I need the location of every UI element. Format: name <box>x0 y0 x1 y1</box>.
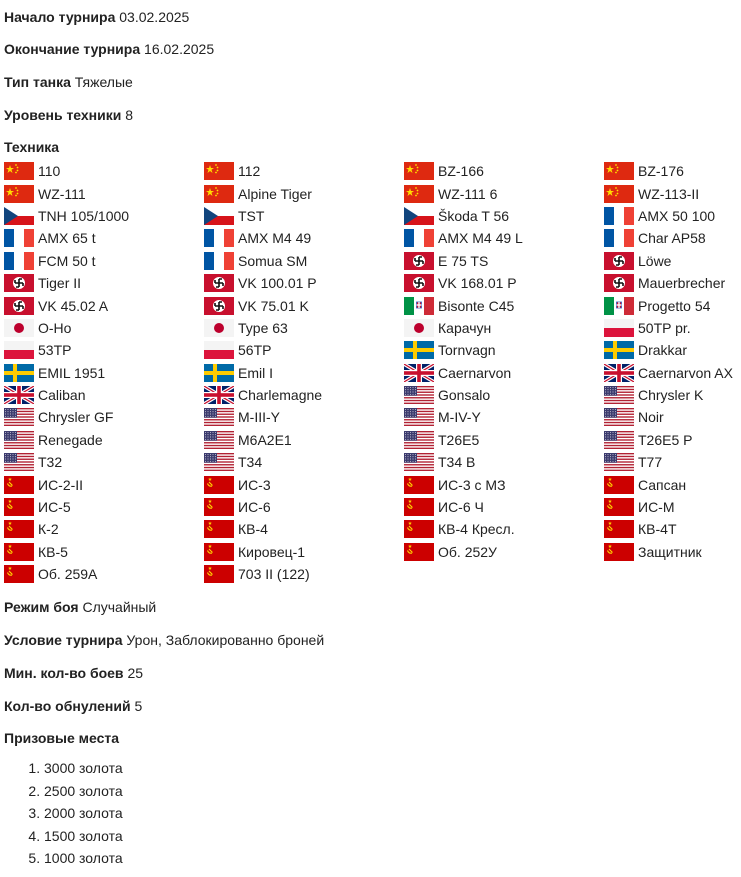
ussr-flag-icon <box>204 543 234 561</box>
france-flag-icon <box>204 252 234 270</box>
vehicle-item <box>4 541 204 563</box>
vehicle-name: Progetto 54 <box>638 297 711 314</box>
vehicle-name: T32 <box>38 454 63 471</box>
field-value: 25 <box>127 665 144 682</box>
vehicle-item <box>204 541 404 563</box>
vehicle-item <box>604 182 740 204</box>
vehicle-item <box>204 182 404 204</box>
ussr-flag-icon <box>204 476 234 494</box>
prize-item: 3. 2000 золота <box>44 802 741 824</box>
czech-flag-icon <box>204 207 234 225</box>
vehicle-name: AMX 50 100 <box>638 207 716 224</box>
vehicle-name: WZ-113-II <box>638 185 700 202</box>
vehicle-name: ИС-5 <box>38 499 71 516</box>
vehicle-name: BZ-166 <box>438 163 484 180</box>
poland-flag-icon <box>204 341 234 359</box>
vehicle-item <box>204 429 404 451</box>
vehicle-name: Caernarvon AX <box>638 364 733 381</box>
ussr-flag-icon <box>4 520 34 538</box>
germany-flag-icon <box>4 297 34 315</box>
vehicle-name: Caliban <box>38 387 86 404</box>
germany-flag-icon <box>604 252 634 270</box>
vehicle-item <box>404 339 604 361</box>
vehicle-item <box>604 384 740 406</box>
vehicle-item <box>404 496 604 518</box>
vehicle-item <box>204 362 404 384</box>
vehicle-name: 112 <box>238 163 261 180</box>
vehicle-name: 53TP <box>38 342 72 359</box>
vehicle-item <box>4 451 204 473</box>
field-label: Окончание турнира <box>4 41 141 57</box>
vehicle-name: Löwe <box>638 252 672 269</box>
vehicle-name: Škoda T 56 <box>438 207 510 224</box>
vehicle-item <box>604 406 740 428</box>
vehicle-name: T34 B <box>438 454 476 471</box>
field-label: Режим боя <box>4 599 79 616</box>
vehicle-item <box>404 272 604 294</box>
vehicle-name: Emil I <box>238 364 273 381</box>
field-tank-type <box>4 66 741 99</box>
usa-flag-icon <box>4 453 34 471</box>
vehicle-name: AMX 65 t <box>38 230 96 247</box>
vehicle-name: T34 <box>238 454 263 471</box>
vehicle-item <box>604 496 740 518</box>
field-value: 03.02.2025 <box>119 9 190 25</box>
vehicle-name: AMX M4 49 <box>238 230 312 247</box>
vehicle-name: Chrysler GF <box>38 409 114 426</box>
germany-flag-icon <box>4 274 34 292</box>
vehicle-item <box>4 406 204 428</box>
vehicle-name: ИС-2-II <box>38 476 84 493</box>
field-label: Начало турнира <box>4 9 116 25</box>
field-min-battles <box>4 657 741 690</box>
vehicle-name: VK 45.02 A <box>38 297 109 314</box>
vehicle-item <box>404 182 604 204</box>
vehicle-item <box>4 518 204 540</box>
china-flag-icon <box>204 162 234 180</box>
uk-flag-icon <box>604 364 634 382</box>
vehicle-name: 110 <box>38 163 61 180</box>
vehicle-item <box>4 563 204 585</box>
vehicle-item <box>4 473 204 495</box>
prize-item: 2. 2500 золота <box>44 780 741 802</box>
germany-flag-icon <box>204 297 234 315</box>
vehicle-item <box>604 473 740 495</box>
vehicle-name: Noir <box>638 409 664 426</box>
vehicle-item <box>604 541 740 563</box>
vehicle-name: VK 100.01 P <box>238 275 317 292</box>
vehicle-name: Bisonte C45 <box>438 297 515 314</box>
vehicle-item <box>604 317 740 339</box>
france-flag-icon <box>4 229 34 247</box>
usa-flag-icon <box>604 386 634 404</box>
china-flag-icon <box>604 185 634 203</box>
sweden-flag-icon <box>4 364 34 382</box>
vehicle-item <box>404 227 604 249</box>
prize-item: 5. 1000 золота <box>44 847 741 869</box>
ussr-flag-icon <box>604 520 634 538</box>
vehicle-name: Защитник <box>638 543 702 560</box>
vehicle-name: Карачун <box>438 319 492 336</box>
italy-flag-icon <box>604 297 634 315</box>
czech-flag-icon <box>4 207 34 225</box>
poland-flag-icon <box>4 341 34 359</box>
vehicle-item <box>204 451 404 473</box>
vehicle-item <box>204 339 404 361</box>
vehicle-name: M-IV-Y <box>438 409 481 426</box>
usa-flag-icon <box>404 386 434 404</box>
vehicle-item <box>4 362 204 384</box>
poland-flag-icon <box>604 319 634 337</box>
vehicle-item <box>4 272 204 294</box>
vehicle-name: 50TP pr. <box>638 319 691 336</box>
vehicle-name: Кировец-1 <box>238 543 306 560</box>
vehicle-item <box>404 250 604 272</box>
vehicle-item <box>204 563 404 585</box>
france-flag-icon <box>604 229 634 247</box>
ussr-flag-icon <box>4 498 34 516</box>
vehicle-name: Сапсан <box>638 476 687 493</box>
ussr-flag-icon <box>404 543 434 561</box>
china-flag-icon <box>4 162 34 180</box>
usa-flag-icon <box>604 431 634 449</box>
vehicle-name: M6A2E1 <box>238 431 292 448</box>
vehicle-item <box>604 362 740 384</box>
vehicle-name: Об. 259А <box>38 566 98 583</box>
vehicle-item <box>204 227 404 249</box>
vehicle-name: Charlemagne <box>238 387 323 404</box>
vehicle-name: ИС-3 с МЗ <box>438 476 506 493</box>
ussr-flag-icon <box>204 520 234 538</box>
vehicle-name: E 75 TS <box>438 252 489 269</box>
ussr-flag-icon <box>204 565 234 583</box>
vehicle-name: Caernarvon <box>438 364 512 381</box>
germany-flag-icon <box>604 274 634 292</box>
vehicle-name: Об. 252У <box>438 543 497 560</box>
ussr-flag-icon <box>404 498 434 516</box>
prize-item: 4. 1500 золота <box>44 825 741 847</box>
vehicle-item <box>404 317 604 339</box>
vehicle-name: ИС-6 Ч <box>438 499 484 516</box>
vehicle-name: КВ-4 Кресл. <box>438 521 515 538</box>
france-flag-icon <box>404 229 434 247</box>
vehicle-name: КВ-4 <box>238 521 268 538</box>
field-end <box>4 33 741 66</box>
france-flag-icon <box>604 207 634 225</box>
vehicle-name: O-Ho <box>38 319 72 336</box>
usa-flag-icon <box>4 408 34 426</box>
japan-flag-icon <box>4 319 34 337</box>
vehicle-name: Somua SM <box>238 252 308 269</box>
vehicle-name: AMX M4 49 L <box>438 230 523 247</box>
vehicle-name: Gonsalo <box>438 387 491 404</box>
china-flag-icon <box>404 162 434 180</box>
vehicle-item <box>204 160 404 182</box>
china-flag-icon <box>4 185 34 203</box>
vehicle-item <box>404 160 604 182</box>
vehicles-title: Техника <box>4 139 60 155</box>
vehicle-name: Tiger II <box>38 275 82 292</box>
czech-flag-icon <box>404 207 434 225</box>
vehicle-name: КВ-5 <box>38 543 68 560</box>
ussr-flag-icon <box>404 476 434 494</box>
ussr-flag-icon <box>604 543 634 561</box>
field-tier <box>4 99 741 132</box>
japan-flag-icon <box>404 319 434 337</box>
vehicle-name: FCM 50 t <box>38 252 96 269</box>
vehicle-item <box>404 518 604 540</box>
ussr-flag-icon <box>4 543 34 561</box>
vehicle-item <box>404 541 604 563</box>
field-label: Мин. кол-во боев <box>4 665 124 682</box>
japan-flag-icon <box>204 319 234 337</box>
vehicle-item <box>404 384 604 406</box>
vehicle-name: T26E5 <box>438 431 480 448</box>
vehicle-name: VK 75.01 K <box>238 297 309 314</box>
vehicle-item <box>604 451 740 473</box>
field-battle-mode <box>4 591 741 624</box>
vehicle-name: Type 63 <box>238 319 288 336</box>
vehicle-item <box>604 227 740 249</box>
vehicle-name: Renegade <box>38 431 103 448</box>
vehicle-item <box>204 473 404 495</box>
germany-flag-icon <box>404 252 434 270</box>
vehicle-name: BZ-176 <box>638 163 684 180</box>
ussr-flag-icon <box>404 520 434 538</box>
vehicle-name: Tornvagn <box>438 342 496 359</box>
vehicle-item <box>604 294 740 316</box>
field-label: Кол-во обнулений <box>4 698 131 715</box>
vehicle-item <box>4 429 204 451</box>
usa-flag-icon <box>404 453 434 471</box>
field-value: 16.02.2025 <box>144 41 215 57</box>
field-value: 5 <box>134 698 143 715</box>
vehicle-name: Drakkar <box>638 342 688 359</box>
vehicle-name: WZ-111 6 <box>438 185 498 202</box>
usa-flag-icon <box>4 431 34 449</box>
vehicle-item <box>604 272 740 294</box>
field-value: 8 <box>125 107 134 123</box>
vehicle-item <box>404 473 604 495</box>
field-resets <box>4 690 741 723</box>
vehicle-name: Alpine Tiger <box>238 185 312 202</box>
vehicle-name: ИС-М <box>638 499 675 516</box>
vehicle-name: M-III-Y <box>238 409 280 426</box>
vehicle-name: VK 168.01 P <box>438 275 517 292</box>
vehicle-name: К-2 <box>38 521 59 538</box>
ussr-flag-icon <box>204 498 234 516</box>
prize-list <box>4 757 741 869</box>
field-label: Тип танка <box>4 74 71 90</box>
vehicle-name: T26E5 P <box>638 431 693 448</box>
vehicle-item <box>204 205 404 227</box>
usa-flag-icon <box>204 453 234 471</box>
vehicle-name: TST <box>238 207 265 224</box>
usa-flag-icon <box>404 408 434 426</box>
field-value: Урон, Заблокированно броней <box>126 632 325 649</box>
vehicle-item <box>4 182 204 204</box>
vehicle-item <box>204 496 404 518</box>
vehicle-item <box>404 406 604 428</box>
sweden-flag-icon <box>604 341 634 359</box>
vehicle-name: 703 II (122) <box>238 566 310 583</box>
field-value: Случайный <box>82 599 157 616</box>
vehicle-item <box>204 384 404 406</box>
germany-flag-icon <box>204 274 234 292</box>
vehicle-item <box>404 205 604 227</box>
prizes-title: Призовые места <box>4 730 120 747</box>
vehicle-item <box>404 451 604 473</box>
vehicle-name: EMIL 1951 <box>38 364 106 381</box>
italy-flag-icon <box>404 297 434 315</box>
ussr-flag-icon <box>4 476 34 494</box>
vehicle-item <box>204 250 404 272</box>
vehicle-item <box>4 250 204 272</box>
vehicle-name: TNH 105/1000 <box>38 207 130 224</box>
china-flag-icon <box>404 185 434 203</box>
vehicle-item <box>204 294 404 316</box>
vehicle-item <box>4 317 204 339</box>
vehicle-item <box>204 518 404 540</box>
vehicle-item <box>204 317 404 339</box>
vehicle-item <box>4 339 204 361</box>
vehicle-name: T77 <box>638 454 663 471</box>
usa-flag-icon <box>204 431 234 449</box>
vehicle-item <box>604 429 740 451</box>
vehicle-name: ИС-3 <box>238 476 271 493</box>
sweden-flag-icon <box>204 364 234 382</box>
vehicle-item <box>604 205 740 227</box>
vehicle-item <box>604 160 740 182</box>
sweden-flag-icon <box>404 341 434 359</box>
field-label: Уровень техники <box>4 107 122 123</box>
france-flag-icon <box>204 229 234 247</box>
field-label: Условие турнира <box>4 632 123 649</box>
vehicle-item <box>4 227 204 249</box>
vehicle-item <box>404 294 604 316</box>
usa-flag-icon <box>404 431 434 449</box>
china-flag-icon <box>604 162 634 180</box>
ussr-flag-icon <box>604 476 634 494</box>
vehicle-item <box>604 250 740 272</box>
vehicle-item <box>404 429 604 451</box>
uk-flag-icon <box>4 386 34 404</box>
china-flag-icon <box>204 185 234 203</box>
vehicle-item <box>4 384 204 406</box>
vehicle-item <box>4 160 204 182</box>
vehicle-item <box>4 205 204 227</box>
france-flag-icon <box>4 252 34 270</box>
vehicle-item <box>204 406 404 428</box>
vehicle-item <box>204 272 404 294</box>
ussr-flag-icon <box>604 498 634 516</box>
usa-flag-icon <box>604 453 634 471</box>
vehicle-name: КВ-4Т <box>638 521 677 538</box>
usa-flag-icon <box>604 408 634 426</box>
vehicle-name: Chrysler K <box>638 387 704 404</box>
ussr-flag-icon <box>4 565 34 583</box>
germany-flag-icon <box>404 274 434 292</box>
uk-flag-icon <box>204 386 234 404</box>
vehicle-name: WZ-111 <box>38 185 86 202</box>
vehicle-grid <box>4 160 741 585</box>
vehicle-name: 56TP <box>238 342 272 359</box>
vehicle-item <box>604 339 740 361</box>
vehicle-item <box>604 518 740 540</box>
usa-flag-icon <box>204 408 234 426</box>
field-value: Тяжелые <box>74 74 133 90</box>
vehicle-name: Mauerbrecher <box>638 275 726 292</box>
vehicle-name: Char AP58 <box>638 230 706 247</box>
prize-item: 1. 3000 золота <box>44 757 741 779</box>
vehicle-name: ИС-6 <box>238 499 271 516</box>
field-start <box>4 2 741 33</box>
field-condition <box>4 624 741 657</box>
vehicle-item <box>4 294 204 316</box>
uk-flag-icon <box>404 364 434 382</box>
vehicle-item <box>404 362 604 384</box>
vehicle-item <box>4 496 204 518</box>
